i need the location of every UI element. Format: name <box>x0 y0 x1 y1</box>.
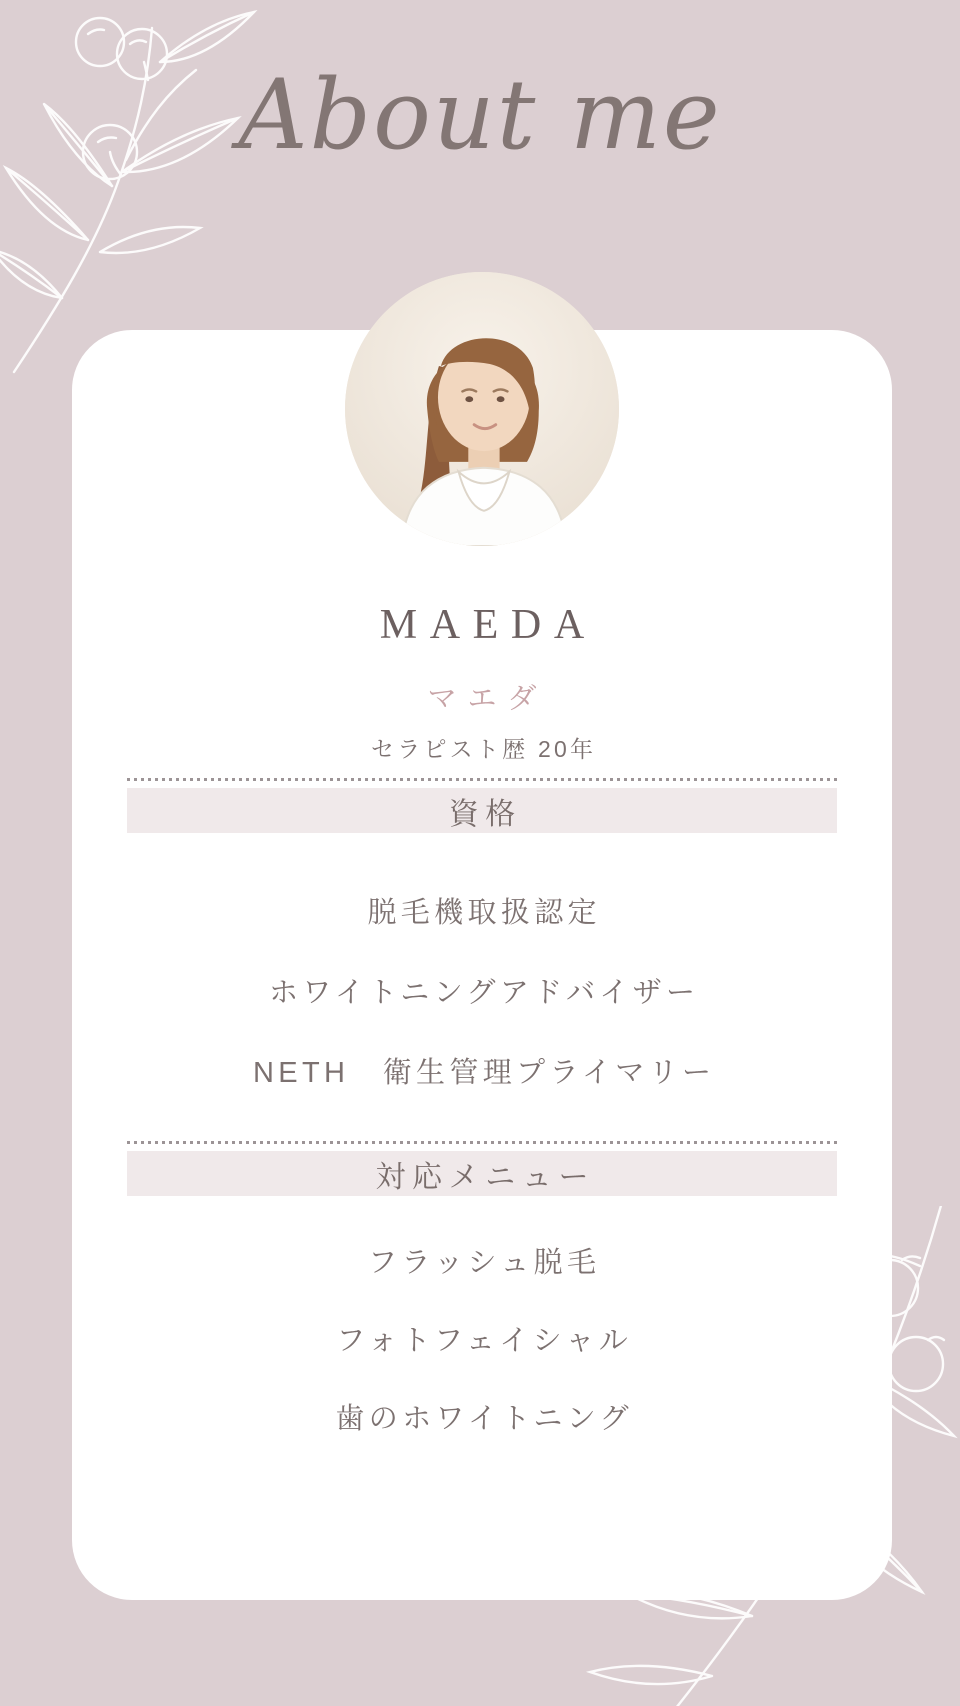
experience-label: セラピスト歴 20年 <box>371 736 597 762</box>
section-title: 対応メニュー <box>375 1160 596 1194</box>
dotted-divider <box>127 1141 837 1144</box>
section-qualifications <box>72 778 892 1091</box>
qualifications-list <box>72 895 892 1091</box>
list-item: フラッシュ脱毛 <box>368 1247 601 1279</box>
name-katakana: マエダ <box>427 683 548 715</box>
list-item: 脱毛機取扱認定 <box>367 897 601 929</box>
page-title: About me <box>238 59 722 171</box>
olive-branch-icon <box>0 0 300 380</box>
profile-card <box>72 330 892 1600</box>
section-title: 資格 <box>448 797 522 831</box>
list-item: 歯のホワイトニング <box>335 1403 633 1435</box>
list-item: NETH 衛生管理プライマリー <box>253 1057 716 1089</box>
list-item: ホワイトニングアドバイザー <box>268 977 700 1009</box>
section-menu <box>72 1141 892 1437</box>
name-english: MAEDA <box>379 602 597 648</box>
dotted-divider <box>127 778 837 781</box>
profile-photo <box>345 272 619 546</box>
section-header-menu <box>127 1151 837 1196</box>
list-item: フォトフェイシャル <box>336 1325 633 1357</box>
section-header-qualifications <box>127 788 837 833</box>
menu-list <box>72 1245 892 1437</box>
